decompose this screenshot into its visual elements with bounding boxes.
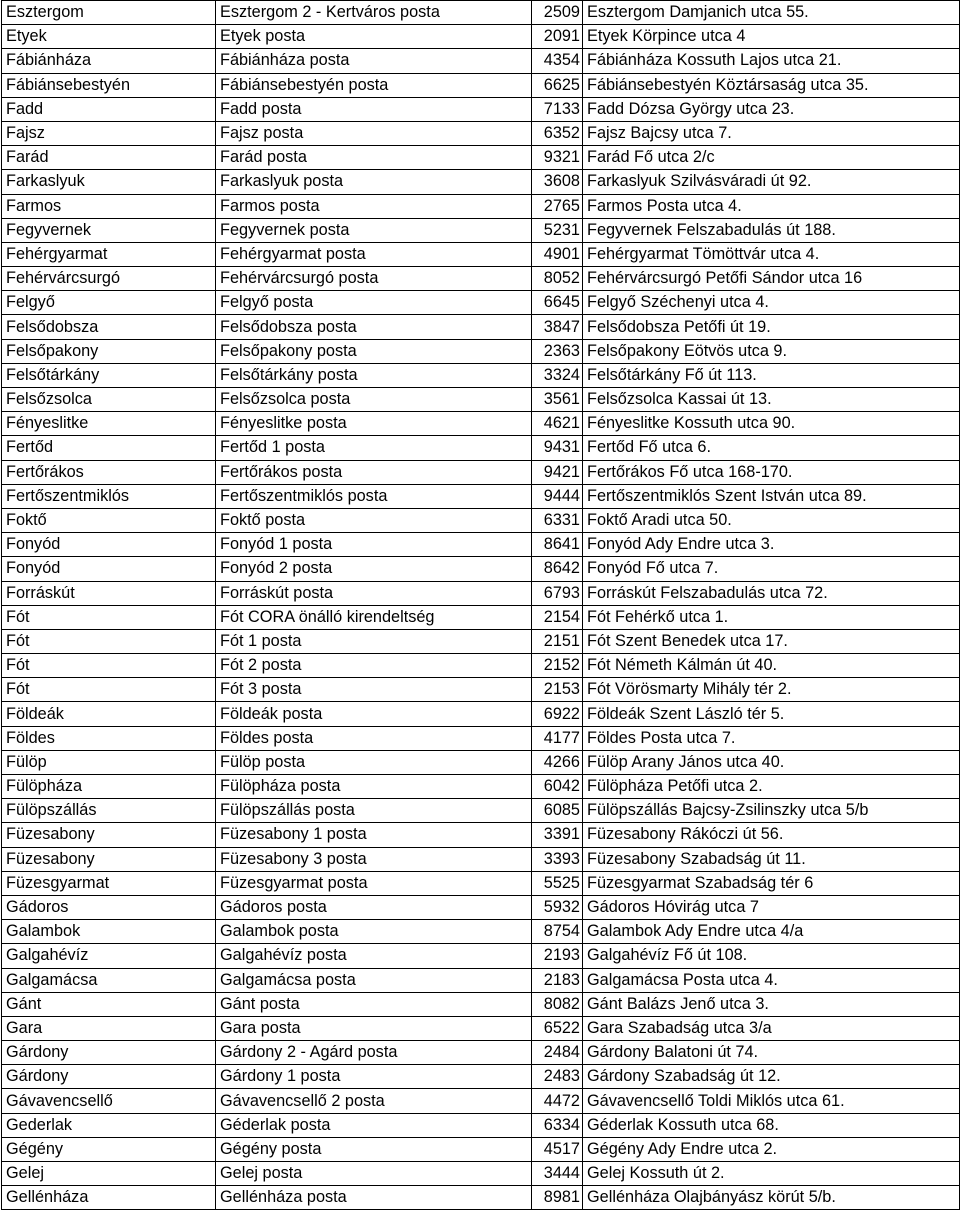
address-cell: Fehérvárcsurgó Petőfi Sándor utca 16 — [583, 267, 960, 291]
settlement-cell: Fegyvernek — [2, 218, 216, 242]
post-office-cell: Fertőd 1 posta — [216, 436, 532, 460]
post-office-cell: Galgamácsa posta — [216, 968, 532, 992]
address-cell: Fajsz Bajcsy utca 7. — [583, 121, 960, 145]
post-office-cell: Füzesabony 1 posta — [216, 823, 532, 847]
settlement-cell: Füzesgyarmat — [2, 871, 216, 895]
postal-code-cell: 3391 — [532, 823, 583, 847]
settlement-cell: Gádoros — [2, 895, 216, 919]
post-office-cell: Gárdony 2 - Agárd posta — [216, 1041, 532, 1065]
address-cell: Etyek Körpince utca 4 — [583, 25, 960, 49]
table-row — [2, 968, 960, 992]
address-cell: Felsőtárkány Fő út 113. — [583, 363, 960, 387]
post-office-cell: Fehérgyarmat posta — [216, 242, 532, 266]
address-cell: Gégény Ady Endre utca 2. — [583, 1137, 960, 1161]
settlement-cell: Forráskút — [2, 581, 216, 605]
postal-code-cell: 2484 — [532, 1041, 583, 1065]
postal-code-cell: 4354 — [532, 49, 583, 73]
table-row — [2, 267, 960, 291]
post-office-cell: Füzesabony 3 posta — [216, 847, 532, 871]
address-cell: Fábiánháza Kossuth Lajos utca 21. — [583, 49, 960, 73]
postal-code-cell: 2363 — [532, 339, 583, 363]
post-office-cell: Gégény posta — [216, 1137, 532, 1161]
table-row — [2, 218, 960, 242]
table-row — [2, 654, 960, 678]
address-cell: Fülöp Arany János utca 40. — [583, 750, 960, 774]
table-row — [2, 315, 960, 339]
table-row — [2, 121, 960, 145]
address-cell: Fehérgyarmat Tömöttvár utca 4. — [583, 242, 960, 266]
address-cell: Gánt Balázs Jenő utca 3. — [583, 992, 960, 1016]
post-office-cell: Fülöp posta — [216, 750, 532, 774]
table-row — [2, 775, 960, 799]
table-row — [2, 629, 960, 653]
table-row — [2, 1016, 960, 1040]
post-office-cell: Fertőrákos posta — [216, 460, 532, 484]
postal-code-cell: 3608 — [532, 170, 583, 194]
address-cell: Gárdony Balatoni út 74. — [583, 1041, 960, 1065]
postal-code-cell: 4621 — [532, 412, 583, 436]
postal-code-cell: 4177 — [532, 726, 583, 750]
table-row — [2, 750, 960, 774]
settlement-cell: Farmos — [2, 194, 216, 218]
postal-code-cell: 6625 — [532, 73, 583, 97]
table-row — [2, 25, 960, 49]
postal-code-cell: 4901 — [532, 242, 583, 266]
postal-code-cell: 9421 — [532, 460, 583, 484]
post-office-cell: Gádoros posta — [216, 895, 532, 919]
address-cell: Fonyód Ady Endre utca 3. — [583, 533, 960, 557]
address-cell: Galambok Ady Endre utca 4/a — [583, 920, 960, 944]
address-cell: Géderlak Kossuth utca 68. — [583, 1113, 960, 1137]
table-row — [2, 49, 960, 73]
address-cell: Galgahévíz Fő út 108. — [583, 944, 960, 968]
address-cell: Gellénháza Olajbányász körút 5/b. — [583, 1186, 960, 1210]
address-cell: Fábiánsebestyén Köztársaság utca 35. — [583, 73, 960, 97]
postal-code-cell: 2509 — [532, 1, 583, 25]
settlement-cell: Gellénháza — [2, 1186, 216, 1210]
post-office-cell: Fábiánsebestyén posta — [216, 73, 532, 97]
address-cell: Fegyvernek Felszabadulás út 188. — [583, 218, 960, 242]
table-row — [2, 992, 960, 1016]
postal-code-cell: 3847 — [532, 315, 583, 339]
postal-code-cell: 9321 — [532, 146, 583, 170]
settlement-cell: Farkaslyuk — [2, 170, 216, 194]
post-office-cell: Felsődobsza posta — [216, 315, 532, 339]
settlement-cell: Fényeslitke — [2, 412, 216, 436]
postal-code-cell: 7133 — [532, 97, 583, 121]
postal-code-cell: 6922 — [532, 702, 583, 726]
table-row — [2, 1186, 960, 1210]
address-cell: Fót Németh Kálmán út 40. — [583, 654, 960, 678]
table-row — [2, 1, 960, 25]
postal-code-cell: 5231 — [532, 218, 583, 242]
postal-code-cell: 9444 — [532, 484, 583, 508]
post-office-cell: Felsőpakony posta — [216, 339, 532, 363]
postal-code-cell: 6331 — [532, 508, 583, 532]
settlement-cell: Fót — [2, 629, 216, 653]
table-row — [2, 944, 960, 968]
address-cell: Esztergom Damjanich utca 55. — [583, 1, 960, 25]
postal-code-cell: 2765 — [532, 194, 583, 218]
settlement-cell: Gárdony — [2, 1065, 216, 1089]
address-cell: Gávavencsellő Toldi Miklós utca 61. — [583, 1089, 960, 1113]
post-office-cell: Foktő posta — [216, 508, 532, 532]
postal-code-cell: 2152 — [532, 654, 583, 678]
postal-code-cell: 6334 — [532, 1113, 583, 1137]
post-office-cell: Gárdony 1 posta — [216, 1065, 532, 1089]
post-office-cell: Felsőzsolca posta — [216, 388, 532, 412]
postal-code-cell: 6793 — [532, 581, 583, 605]
postal-code-cell: 3324 — [532, 363, 583, 387]
address-cell: Fertőszentmiklós Szent István utca 89. — [583, 484, 960, 508]
post-office-cell: Fehérvárcsurgó posta — [216, 267, 532, 291]
post-office-cell: Fegyvernek posta — [216, 218, 532, 242]
table-row — [2, 436, 960, 460]
post-office-table — [1, 0, 960, 1210]
post-office-cell: Fonyód 1 posta — [216, 533, 532, 557]
table-row — [2, 412, 960, 436]
settlement-cell: Fonyód — [2, 533, 216, 557]
settlement-cell: Földes — [2, 726, 216, 750]
post-office-cell: Fót 2 posta — [216, 654, 532, 678]
postal-code-cell: 3393 — [532, 847, 583, 871]
settlement-cell: Gánt — [2, 992, 216, 1016]
address-cell: Füzesabony Szabadság út 11. — [583, 847, 960, 871]
settlement-cell: Gégény — [2, 1137, 216, 1161]
address-cell: Fényeslitke Kossuth utca 90. — [583, 412, 960, 436]
address-cell: Fülöpszállás Bajcsy-Zsilinszky utca 5/b — [583, 799, 960, 823]
post-office-cell: Füzesgyarmat posta — [216, 871, 532, 895]
settlement-cell: Felsőtárkány — [2, 363, 216, 387]
post-office-cell: Földeák posta — [216, 702, 532, 726]
postal-code-cell: 2153 — [532, 678, 583, 702]
settlement-cell: Fábiánháza — [2, 49, 216, 73]
postal-code-cell: 2154 — [532, 605, 583, 629]
settlement-cell: Fábiánsebestyén — [2, 73, 216, 97]
post-office-cell: Fülöpszállás posta — [216, 799, 532, 823]
table-row — [2, 871, 960, 895]
settlement-cell: Galgamácsa — [2, 968, 216, 992]
address-cell: Fertőrákos Fő utca 168-170. — [583, 460, 960, 484]
postal-code-cell: 4266 — [532, 750, 583, 774]
post-office-cell: Géderlak posta — [216, 1113, 532, 1137]
settlement-cell: Farád — [2, 146, 216, 170]
postal-code-cell: 8082 — [532, 992, 583, 1016]
address-cell: Fertőd Fő utca 6. — [583, 436, 960, 460]
table-row — [2, 799, 960, 823]
settlement-cell: Fehérgyarmat — [2, 242, 216, 266]
post-office-cell: Galgahévíz posta — [216, 944, 532, 968]
address-cell: Farád Fő utca 2/c — [583, 146, 960, 170]
table-row — [2, 97, 960, 121]
settlement-cell: Fertőszentmiklós — [2, 484, 216, 508]
table-row — [2, 460, 960, 484]
address-cell: Felsőpakony Eötvös utca 9. — [583, 339, 960, 363]
address-cell: Földes Posta utca 7. — [583, 726, 960, 750]
table-row — [2, 363, 960, 387]
postal-code-cell: 4472 — [532, 1089, 583, 1113]
postal-code-cell: 2193 — [532, 944, 583, 968]
post-office-cell: Fábiánháza posta — [216, 49, 532, 73]
settlement-cell: Felsődobsza — [2, 315, 216, 339]
address-cell: Gádoros Hóvirág utca 7 — [583, 895, 960, 919]
postal-code-cell: 6522 — [532, 1016, 583, 1040]
settlement-cell: Fülöp — [2, 750, 216, 774]
settlement-cell: Fehérvárcsurgó — [2, 267, 216, 291]
table-row — [2, 581, 960, 605]
address-cell: Foktő Aradi utca 50. — [583, 508, 960, 532]
table-row — [2, 170, 960, 194]
post-office-cell: Felgyő posta — [216, 291, 532, 315]
address-cell: Fülöpháza Petőfi utca 2. — [583, 775, 960, 799]
settlement-cell: Galgahévíz — [2, 944, 216, 968]
postal-code-cell: 8641 — [532, 533, 583, 557]
settlement-cell: Füzesabony — [2, 847, 216, 871]
table-row — [2, 920, 960, 944]
table-row — [2, 1162, 960, 1186]
address-cell: Felgyő Széchenyi utca 4. — [583, 291, 960, 315]
table-row — [2, 533, 960, 557]
address-cell: Farmos Posta utca 4. — [583, 194, 960, 218]
post-office-cell: Fülöpháza posta — [216, 775, 532, 799]
address-cell: Fonyód Fő utca 7. — [583, 557, 960, 581]
postal-code-cell: 3561 — [532, 388, 583, 412]
settlement-cell: Fülöpháza — [2, 775, 216, 799]
table-row — [2, 823, 960, 847]
post-office-cell: Fonyód 2 posta — [216, 557, 532, 581]
settlement-cell: Fót — [2, 605, 216, 629]
table-row — [2, 1065, 960, 1089]
postal-code-cell: 6042 — [532, 775, 583, 799]
post-office-cell: Fajsz posta — [216, 121, 532, 145]
settlement-cell: Fertőrákos — [2, 460, 216, 484]
settlement-cell: Füzesabony — [2, 823, 216, 847]
settlement-cell: Fülöpszállás — [2, 799, 216, 823]
table-row — [2, 388, 960, 412]
settlement-cell: Fadd — [2, 97, 216, 121]
table-row — [2, 1089, 960, 1113]
settlement-cell: Foktő — [2, 508, 216, 532]
postal-code-cell: 4517 — [532, 1137, 583, 1161]
table-row — [2, 484, 960, 508]
address-cell: Farkaslyuk Szilvásváradi út 92. — [583, 170, 960, 194]
post-office-cell: Forráskút posta — [216, 581, 532, 605]
settlement-cell: Gederlak — [2, 1113, 216, 1137]
postal-code-cell: 5932 — [532, 895, 583, 919]
table-row — [2, 508, 960, 532]
postal-code-cell: 3444 — [532, 1162, 583, 1186]
table-row — [2, 702, 960, 726]
post-office-cell: Fót CORA önálló kirendeltség — [216, 605, 532, 629]
table-body — [2, 1, 960, 1210]
table-row — [2, 557, 960, 581]
table-row — [2, 73, 960, 97]
settlement-cell: Esztergom — [2, 1, 216, 25]
postal-code-cell: 2151 — [532, 629, 583, 653]
settlement-cell: Galambok — [2, 920, 216, 944]
address-cell: Felsődobsza Petőfi út 19. — [583, 315, 960, 339]
post-office-cell: Esztergom 2 - Kertváros posta — [216, 1, 532, 25]
postal-code-cell: 2483 — [532, 1065, 583, 1089]
address-cell: Füzesgyarmat Szabadság tér 6 — [583, 871, 960, 895]
post-office-cell: Földes posta — [216, 726, 532, 750]
table-row — [2, 194, 960, 218]
post-office-cell: Gávavencsellő 2 posta — [216, 1089, 532, 1113]
settlement-cell: Fót — [2, 654, 216, 678]
address-cell: Füzesabony Rákóczi út 56. — [583, 823, 960, 847]
table-row — [2, 1113, 960, 1137]
settlement-cell: Gelej — [2, 1162, 216, 1186]
table-row — [2, 339, 960, 363]
post-office-cell: Fót 3 posta — [216, 678, 532, 702]
post-office-cell: Farád posta — [216, 146, 532, 170]
post-office-cell: Gánt posta — [216, 992, 532, 1016]
address-cell: Gelej Kossuth út 2. — [583, 1162, 960, 1186]
postal-code-cell: 8642 — [532, 557, 583, 581]
post-office-cell: Gelej posta — [216, 1162, 532, 1186]
settlement-cell: Gara — [2, 1016, 216, 1040]
table-row — [2, 146, 960, 170]
table-row — [2, 847, 960, 871]
post-office-cell: Felsőtárkány posta — [216, 363, 532, 387]
table-row — [2, 605, 960, 629]
settlement-cell: Etyek — [2, 25, 216, 49]
address-cell: Gárdony Szabadság út 12. — [583, 1065, 960, 1089]
address-cell: Forráskút Felszabadulás utca 72. — [583, 581, 960, 605]
table-row — [2, 291, 960, 315]
post-office-cell: Fót 1 posta — [216, 629, 532, 653]
postal-code-cell: 5525 — [532, 871, 583, 895]
postal-code-cell: 8052 — [532, 267, 583, 291]
address-cell: Fadd Dózsa György utca 23. — [583, 97, 960, 121]
table-row — [2, 678, 960, 702]
postal-code-cell: 2183 — [532, 968, 583, 992]
postal-code-cell: 9431 — [532, 436, 583, 460]
post-office-cell: Galambok posta — [216, 920, 532, 944]
address-cell: Felsőzsolca Kassai út 13. — [583, 388, 960, 412]
settlement-cell: Gávavencsellő — [2, 1089, 216, 1113]
table-row — [2, 242, 960, 266]
postal-code-cell: 6645 — [532, 291, 583, 315]
address-cell: Földeák Szent László tér 5. — [583, 702, 960, 726]
table-row — [2, 726, 960, 750]
table-row — [2, 895, 960, 919]
settlement-cell: Fonyód — [2, 557, 216, 581]
postal-code-cell: 2091 — [532, 25, 583, 49]
post-office-cell: Fényeslitke posta — [216, 412, 532, 436]
post-office-cell: Etyek posta — [216, 25, 532, 49]
post-office-cell: Gara posta — [216, 1016, 532, 1040]
post-office-cell: Fertőszentmiklós posta — [216, 484, 532, 508]
postal-code-cell: 6352 — [532, 121, 583, 145]
settlement-cell: Felgyő — [2, 291, 216, 315]
address-cell: Fót Fehérkő utca 1. — [583, 605, 960, 629]
post-office-cell: Fadd posta — [216, 97, 532, 121]
postal-code-cell: 6085 — [532, 799, 583, 823]
settlement-cell: Földeák — [2, 702, 216, 726]
settlement-cell: Felsőzsolca — [2, 388, 216, 412]
post-office-cell: Farkaslyuk posta — [216, 170, 532, 194]
postal-code-cell: 8754 — [532, 920, 583, 944]
settlement-cell: Fertőd — [2, 436, 216, 460]
settlement-cell: Felsőpakony — [2, 339, 216, 363]
post-office-cell: Farmos posta — [216, 194, 532, 218]
address-cell: Fót Szent Benedek utca 17. — [583, 629, 960, 653]
settlement-cell: Gárdony — [2, 1041, 216, 1065]
address-cell: Gara Szabadság utca 3/a — [583, 1016, 960, 1040]
table-row — [2, 1137, 960, 1161]
postal-code-cell: 8981 — [532, 1186, 583, 1210]
settlement-cell: Fajsz — [2, 121, 216, 145]
address-cell: Galgamácsa Posta utca 4. — [583, 968, 960, 992]
settlement-cell: Fót — [2, 678, 216, 702]
table-row — [2, 1041, 960, 1065]
post-office-cell: Gellénháza posta — [216, 1186, 532, 1210]
address-cell: Fót Vörösmarty Mihály tér 2. — [583, 678, 960, 702]
